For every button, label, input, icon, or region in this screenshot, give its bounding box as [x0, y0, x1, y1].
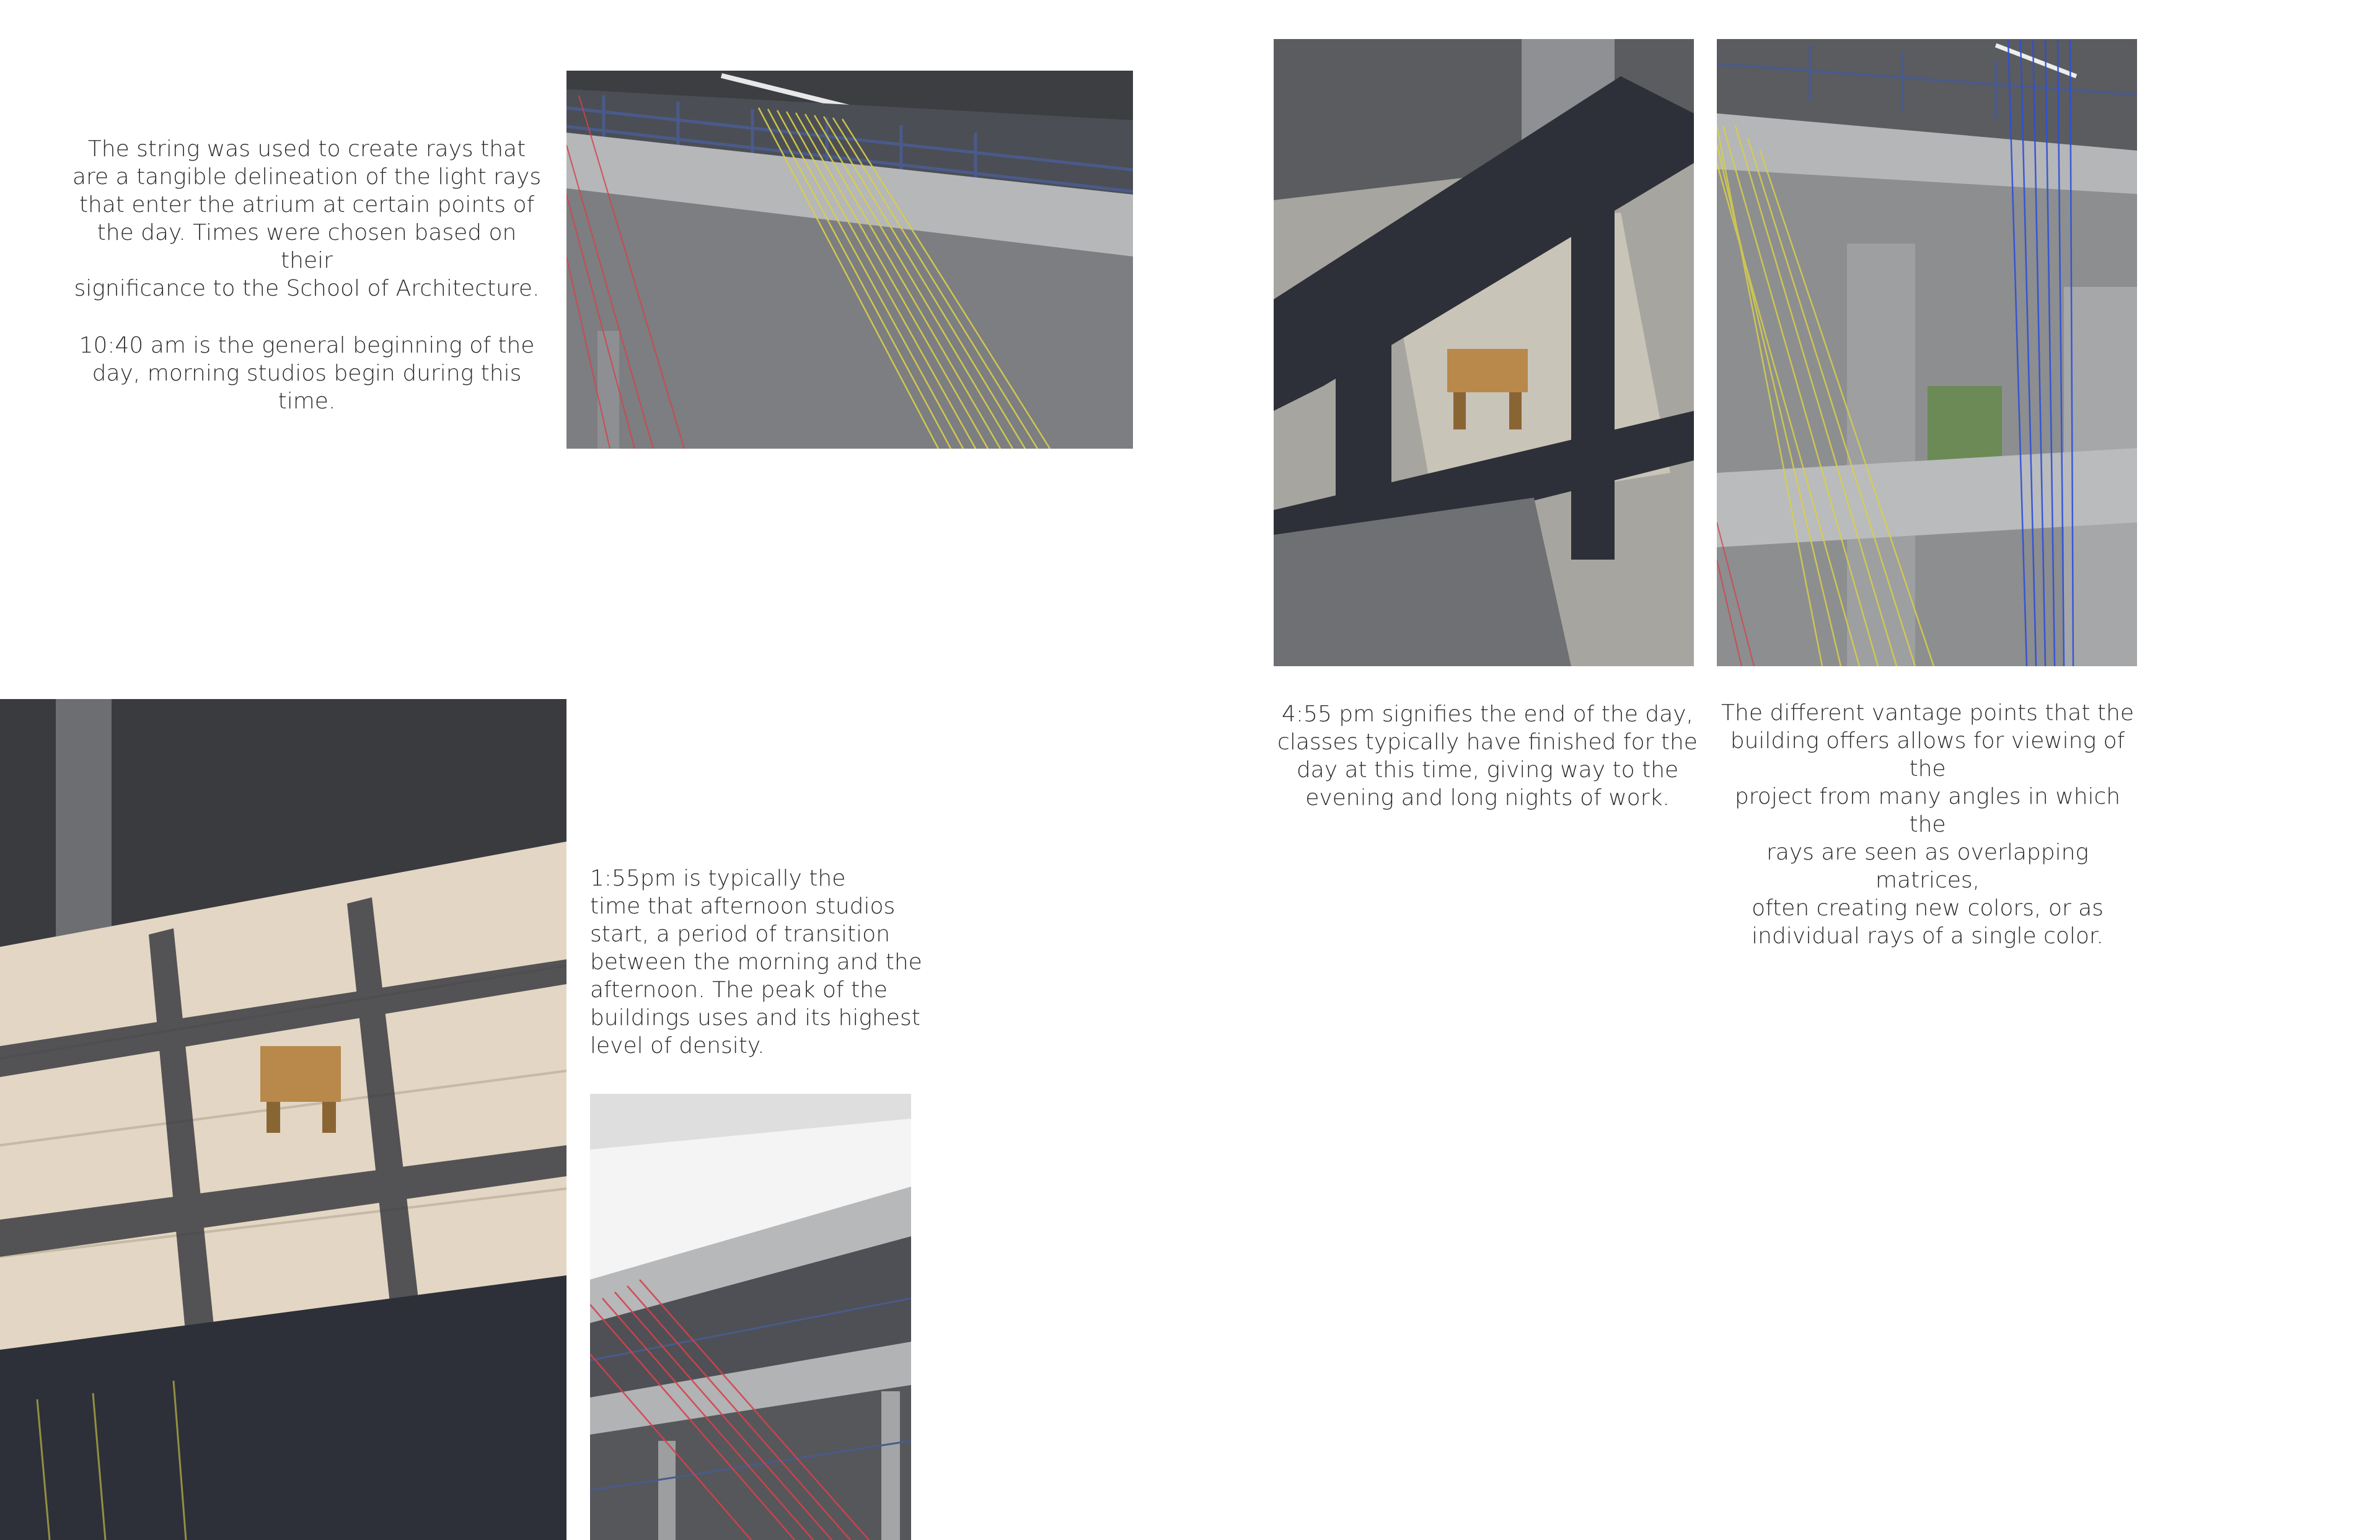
- caption-evening: 4:55 pm signifies the end of the day, classes typically have finished for the day at this time, giving way to the evening and long nights of work.: [1277, 702, 1698, 811]
- photo-bench-shadows: [0, 699, 566, 1540]
- photo-railing-bench: [1274, 39, 1694, 666]
- caption-morning: 10:40 am is the general beginning of the day, morning studios begin during this time.: [79, 333, 535, 414]
- photo-atrium-red-strings: [590, 1094, 911, 1540]
- photo-atrium-balcony-strings: [566, 71, 1133, 449]
- caption-intro: The string was used to create rays that are a tangible delineation of the light rays that enter the atrium at certain points of the day. Times were chosen based on their significance to the School of Architecture.: [72, 136, 542, 301]
- caption-vantage: The different vantage points that the building offers allows for viewing of the project from many angles in which the rays are seen as overlapping matrices, often creating new colors, or as individual rays of a single color.: [1721, 700, 2134, 949]
- photo-yellow-blue-strings: [1717, 39, 2137, 666]
- caption-afternoon: 1:55pm is typically the time that afternoon studios start, a period of transition between the morning and the afternoon. The peak of the buildings uses and its highest level of density.: [590, 866, 922, 1058]
